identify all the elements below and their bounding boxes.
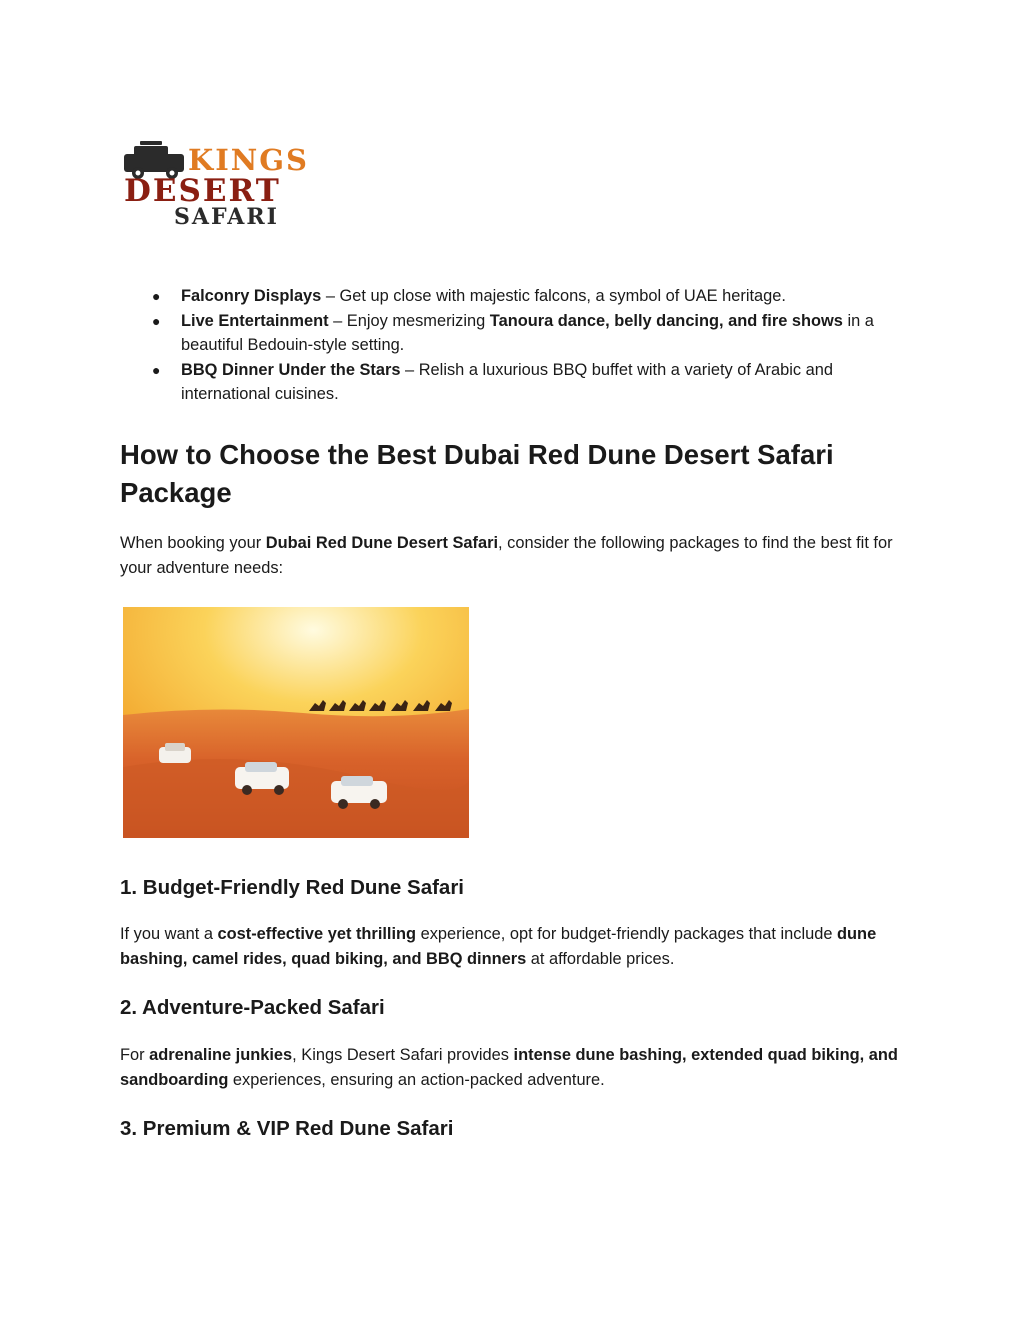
package-text: , Kings Desert Safari provides (292, 1046, 514, 1064)
list-item (152, 284, 892, 309)
list-item (152, 358, 892, 407)
bullet-bold: Falconry Displays (181, 287, 322, 305)
bullet-text: – Enjoy mesmerizing (328, 311, 490, 330)
intro-bold: Dubai Red Dune Desert Safari (265, 534, 499, 552)
intro-paragraph (120, 531, 920, 580)
package-bold: intense dune bashing, extended quad biking, and sandboarding (120, 1046, 898, 1089)
bullet-bold: Tanoura dance, belly dancing, and fire shows (489, 311, 843, 330)
package-title: 3. Premium & VIP Red Dune Safari (120, 1117, 454, 1140)
bullet-bold: BBQ Dinner Under the Stars (181, 360, 401, 379)
package-bold: adrenaline junkies (149, 1046, 293, 1064)
package-description (120, 1043, 920, 1092)
package-text: experiences, ensuring an action-packed adventure. (228, 1070, 605, 1089)
bullet-icon: ● (152, 361, 161, 378)
bullet-icon: ● (152, 288, 161, 304)
bullet-text: in a beautiful Bedouin-style setting. (181, 311, 874, 354)
intro-text: , consider the following packages to find the best fit for your adventure needs: (120, 534, 893, 577)
package-title: 2. Adventure-Packed Safari (120, 996, 385, 1019)
list-item (152, 309, 892, 358)
package-text: experience, opt for budget-friendly packages that include (416, 925, 838, 943)
intro-text: When booking your (120, 534, 266, 552)
package-bold: cost-effective yet thrilling (217, 925, 417, 943)
package-title: 1. Budget-Friendly Red Dune Safari (120, 876, 464, 899)
bullet-text: – Relish a luxurious BBQ buffet with a variety of Arabic and international cuisines. (181, 360, 833, 403)
package-description (120, 922, 920, 971)
bullet-bold: Live Entertainment (181, 311, 329, 330)
package-text: at affordable prices. (526, 949, 675, 968)
package-text: For (120, 1046, 150, 1064)
logo-line-safari: SAFARI (174, 204, 279, 230)
bullet-icon: ● (152, 312, 161, 329)
activities-list (152, 284, 892, 407)
section-title: How to Choose the Best Dubai Red Dune Desert Safari Package (120, 439, 834, 508)
kings-desert-safari-logo (122, 140, 332, 230)
desert-safari-photo (123, 607, 469, 838)
package-text: If you want a (120, 925, 218, 943)
package-bold: dune bashing, camel rides, quad biking, and BBQ dinners (120, 925, 877, 968)
bullet-text: – Get up close with majestic falcons, a symbol of UAE heritage. (321, 287, 786, 305)
logo-line-desert: DESERT (124, 173, 281, 209)
logo-line-kings: KINGS (188, 143, 309, 177)
